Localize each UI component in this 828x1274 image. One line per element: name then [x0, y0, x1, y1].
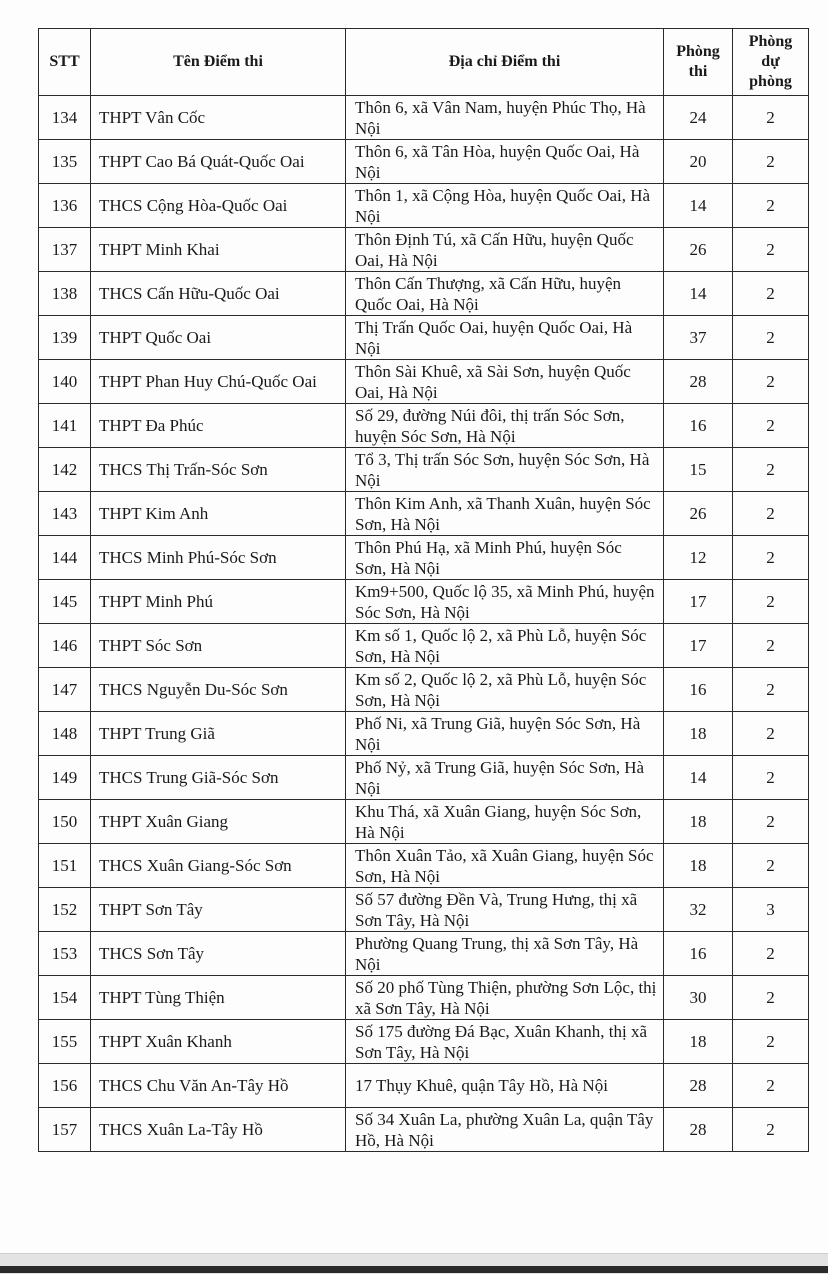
row-reserve-rooms: 2	[733, 844, 809, 888]
row-exam-rooms: 28	[664, 360, 733, 404]
row-reserve-rooms: 2	[733, 140, 809, 184]
row-site-address: Km số 2, Quốc lộ 2, xã Phù Lỗ, huyện Sóc Sơn, Hà Nội	[346, 668, 664, 712]
row-site-address: Số 175 đường Đá Bạc, Xuân Khanh, thị xã Sơn Tây, Hà Nội	[346, 1020, 664, 1064]
row-exam-rooms: 14	[664, 184, 733, 228]
row-stt: 148	[39, 712, 91, 756]
row-exam-rooms: 12	[664, 536, 733, 580]
row-reserve-rooms: 2	[733, 976, 809, 1020]
table-row	[39, 448, 809, 492]
table-row	[39, 1108, 809, 1152]
row-exam-rooms: 32	[664, 888, 733, 932]
row-exam-rooms: 28	[664, 1108, 733, 1152]
table-row	[39, 404, 809, 448]
row-reserve-rooms: 2	[733, 712, 809, 756]
row-stt: 136	[39, 184, 91, 228]
row-stt: 143	[39, 492, 91, 536]
header-site-address: Địa chỉ Điểm thi	[346, 29, 664, 96]
table-row	[39, 360, 809, 404]
row-stt: 153	[39, 932, 91, 976]
row-exam-rooms: 14	[664, 272, 733, 316]
row-reserve-rooms: 2	[733, 272, 809, 316]
table-row	[39, 272, 809, 316]
row-stt: 138	[39, 272, 91, 316]
row-stt: 156	[39, 1064, 91, 1108]
table-row	[39, 888, 809, 932]
table-row	[39, 712, 809, 756]
row-site-name: THCS Nguyễn Du-Sóc Sơn	[91, 668, 346, 712]
table-row	[39, 184, 809, 228]
table-row	[39, 932, 809, 976]
row-site-address: Thị Trấn Quốc Oai, huyện Quốc Oai, Hà Nội	[346, 316, 664, 360]
row-stt: 150	[39, 800, 91, 844]
row-site-address: Số 57 đường Đền Và, Trung Hưng, thị xã Sơn Tây, Hà Nội	[346, 888, 664, 932]
row-stt: 152	[39, 888, 91, 932]
table-row	[39, 140, 809, 184]
row-site-name: THCS Trung Giã-Sóc Sơn	[91, 756, 346, 800]
row-exam-rooms: 30	[664, 976, 733, 1020]
row-exam-rooms: 37	[664, 316, 733, 360]
row-site-name: THPT Trung Giã	[91, 712, 346, 756]
row-exam-rooms: 17	[664, 580, 733, 624]
row-site-name: THPT Vân Cốc	[91, 96, 346, 140]
row-site-address: Thôn 6, xã Tân Hòa, huyện Quốc Oai, Hà Nội	[346, 140, 664, 184]
row-site-name: THPT Xuân Khanh	[91, 1020, 346, 1064]
table-row	[39, 492, 809, 536]
row-site-name: THPT Phan Huy Chú-Quốc Oai	[91, 360, 346, 404]
row-exam-rooms: 16	[664, 404, 733, 448]
row-site-name: THPT Đa Phúc	[91, 404, 346, 448]
row-stt: 151	[39, 844, 91, 888]
row-exam-rooms: 20	[664, 140, 733, 184]
table-row	[39, 756, 809, 800]
row-site-address: Km9+500, Quốc lộ 35, xã Minh Phú, huyện Sóc Sơn, Hà Nội	[346, 580, 664, 624]
row-stt: 145	[39, 580, 91, 624]
row-site-name: THCS Sơn Tây	[91, 932, 346, 976]
row-site-name: THCS Chu Văn An-Tây Hồ	[91, 1064, 346, 1108]
row-reserve-rooms: 2	[733, 1020, 809, 1064]
table-header-row	[39, 29, 809, 96]
row-site-name: THPT Minh Khai	[91, 228, 346, 272]
row-site-name: THCS Xuân La-Tây Hồ	[91, 1108, 346, 1152]
table-body	[39, 96, 809, 1152]
row-exam-rooms: 18	[664, 800, 733, 844]
row-exam-rooms: 28	[664, 1064, 733, 1108]
row-site-address: Khu Thá, xã Xuân Giang, huyện Sóc Sơn, Hà Nội	[346, 800, 664, 844]
row-site-name: THCS Xuân Giang-Sóc Sơn	[91, 844, 346, 888]
table-row	[39, 1064, 809, 1108]
row-stt: 137	[39, 228, 91, 272]
row-reserve-rooms: 2	[733, 1064, 809, 1108]
bottom-edge	[0, 1266, 828, 1273]
row-reserve-rooms: 2	[733, 316, 809, 360]
row-reserve-rooms: 2	[733, 932, 809, 976]
row-site-name: THPT Sơn Tây	[91, 888, 346, 932]
row-site-name: THPT Tùng Thiện	[91, 976, 346, 1020]
row-exam-rooms: 26	[664, 228, 733, 272]
row-site-address: Thôn Xuân Tảo, xã Xuân Giang, huyện Sóc Sơn, Hà Nội	[346, 844, 664, 888]
table-row	[39, 580, 809, 624]
header-reserve-rooms: Phòng dự phòng	[733, 29, 809, 96]
header-exam-rooms: Phòng thi	[664, 29, 733, 96]
row-stt: 135	[39, 140, 91, 184]
row-site-address: Thôn Sài Khuê, xã Sài Sơn, huyện Quốc Oai, Hà Nội	[346, 360, 664, 404]
row-stt: 140	[39, 360, 91, 404]
row-stt: 154	[39, 976, 91, 1020]
row-exam-rooms: 18	[664, 1020, 733, 1064]
row-site-address: Km số 1, Quốc lộ 2, xã Phù Lỗ, huyện Sóc Sơn, Hà Nội	[346, 624, 664, 668]
row-reserve-rooms: 2	[733, 800, 809, 844]
row-site-address: Phường Quang Trung, thị xã Sơn Tây, Hà Nội	[346, 932, 664, 976]
row-exam-rooms: 15	[664, 448, 733, 492]
table-row	[39, 668, 809, 712]
row-reserve-rooms: 2	[733, 756, 809, 800]
row-stt: 134	[39, 96, 91, 140]
row-stt: 147	[39, 668, 91, 712]
table-row	[39, 1020, 809, 1064]
row-stt: 155	[39, 1020, 91, 1064]
table-row	[39, 800, 809, 844]
row-site-name: THCS Thị Trấn-Sóc Sơn	[91, 448, 346, 492]
row-site-address: Thôn 1, xã Cộng Hòa, huyện Quốc Oai, Hà Nội	[346, 184, 664, 228]
table-row	[39, 228, 809, 272]
row-site-address: Thôn 6, xã Vân Nam, huyện Phúc Thọ, Hà Nội	[346, 96, 664, 140]
row-site-name: THPT Sóc Sơn	[91, 624, 346, 668]
row-reserve-rooms: 3	[733, 888, 809, 932]
row-exam-rooms: 16	[664, 668, 733, 712]
row-site-name: THCS Cộng Hòa-Quốc Oai	[91, 184, 346, 228]
row-site-address: Tổ 3, Thị trấn Sóc Sơn, huyện Sóc Sơn, Hà Nội	[346, 448, 664, 492]
row-stt: 141	[39, 404, 91, 448]
table-row	[39, 316, 809, 360]
row-site-name: THPT Minh Phú	[91, 580, 346, 624]
row-reserve-rooms: 2	[733, 624, 809, 668]
row-site-name: THPT Quốc Oai	[91, 316, 346, 360]
row-reserve-rooms: 2	[733, 228, 809, 272]
row-stt: 142	[39, 448, 91, 492]
row-site-name: THPT Xuân Giang	[91, 800, 346, 844]
table-row	[39, 624, 809, 668]
row-site-address: Số 34 Xuân La, phường Xuân La, quận Tây Hồ, Hà Nội	[346, 1108, 664, 1152]
row-site-address: Thôn Cấn Thượng, xã Cấn Hữu, huyện Quốc Oai, Hà Nội	[346, 272, 664, 316]
row-site-name: THPT Kim Anh	[91, 492, 346, 536]
row-exam-rooms: 18	[664, 712, 733, 756]
table-row	[39, 536, 809, 580]
row-exam-rooms: 17	[664, 624, 733, 668]
row-stt: 149	[39, 756, 91, 800]
row-reserve-rooms: 2	[733, 184, 809, 228]
row-reserve-rooms: 2	[733, 360, 809, 404]
row-reserve-rooms: 2	[733, 492, 809, 536]
row-site-address: Phố Ni, xã Trung Giã, huyện Sóc Sơn, Hà Nội	[346, 712, 664, 756]
table-row	[39, 976, 809, 1020]
row-stt: 146	[39, 624, 91, 668]
row-reserve-rooms: 2	[733, 536, 809, 580]
row-site-name: THCS Minh Phú-Sóc Sơn	[91, 536, 346, 580]
row-exam-rooms: 16	[664, 932, 733, 976]
row-exam-rooms: 14	[664, 756, 733, 800]
row-site-address: Phố Nỷ, xã Trung Giã, huyện Sóc Sơn, Hà Nội	[346, 756, 664, 800]
row-site-address: 17 Thụy Khuê, quận Tây Hồ, Hà Nội	[346, 1064, 664, 1108]
row-reserve-rooms: 2	[733, 448, 809, 492]
header-site-name: Tên Điểm thi	[91, 29, 346, 96]
row-reserve-rooms: 2	[733, 580, 809, 624]
exam-sites-table	[38, 28, 809, 1152]
row-stt: 157	[39, 1108, 91, 1152]
row-site-name: THPT Cao Bá Quát-Quốc Oai	[91, 140, 346, 184]
row-stt: 139	[39, 316, 91, 360]
row-exam-rooms: 24	[664, 96, 733, 140]
header-stt: STT	[39, 29, 91, 96]
row-stt: 144	[39, 536, 91, 580]
row-site-name: THCS Cấn Hữu-Quốc Oai	[91, 272, 346, 316]
row-reserve-rooms: 2	[733, 96, 809, 140]
row-site-address: Thôn Phú Hạ, xã Minh Phú, huyện Sóc Sơn, Hà Nội	[346, 536, 664, 580]
table-row	[39, 96, 809, 140]
row-site-address: Số 20 phố Tùng Thiện, phường Sơn Lộc, thị xã Sơn Tây, Hà Nội	[346, 976, 664, 1020]
exam-sites-table-container	[38, 28, 808, 1152]
row-reserve-rooms: 2	[733, 1108, 809, 1152]
row-site-address: Thôn Định Tú, xã Cấn Hữu, huyện Quốc Oai, Hà Nội	[346, 228, 664, 272]
row-exam-rooms: 18	[664, 844, 733, 888]
row-site-address: Thôn Kim Anh, xã Thanh Xuân, huyện Sóc Sơn, Hà Nội	[346, 492, 664, 536]
row-exam-rooms: 26	[664, 492, 733, 536]
table-row	[39, 844, 809, 888]
row-reserve-rooms: 2	[733, 668, 809, 712]
row-reserve-rooms: 2	[733, 404, 809, 448]
row-site-address: Số 29, đường Núi đôi, thị trấn Sóc Sơn, huyện Sóc Sơn, Hà Nội	[346, 404, 664, 448]
